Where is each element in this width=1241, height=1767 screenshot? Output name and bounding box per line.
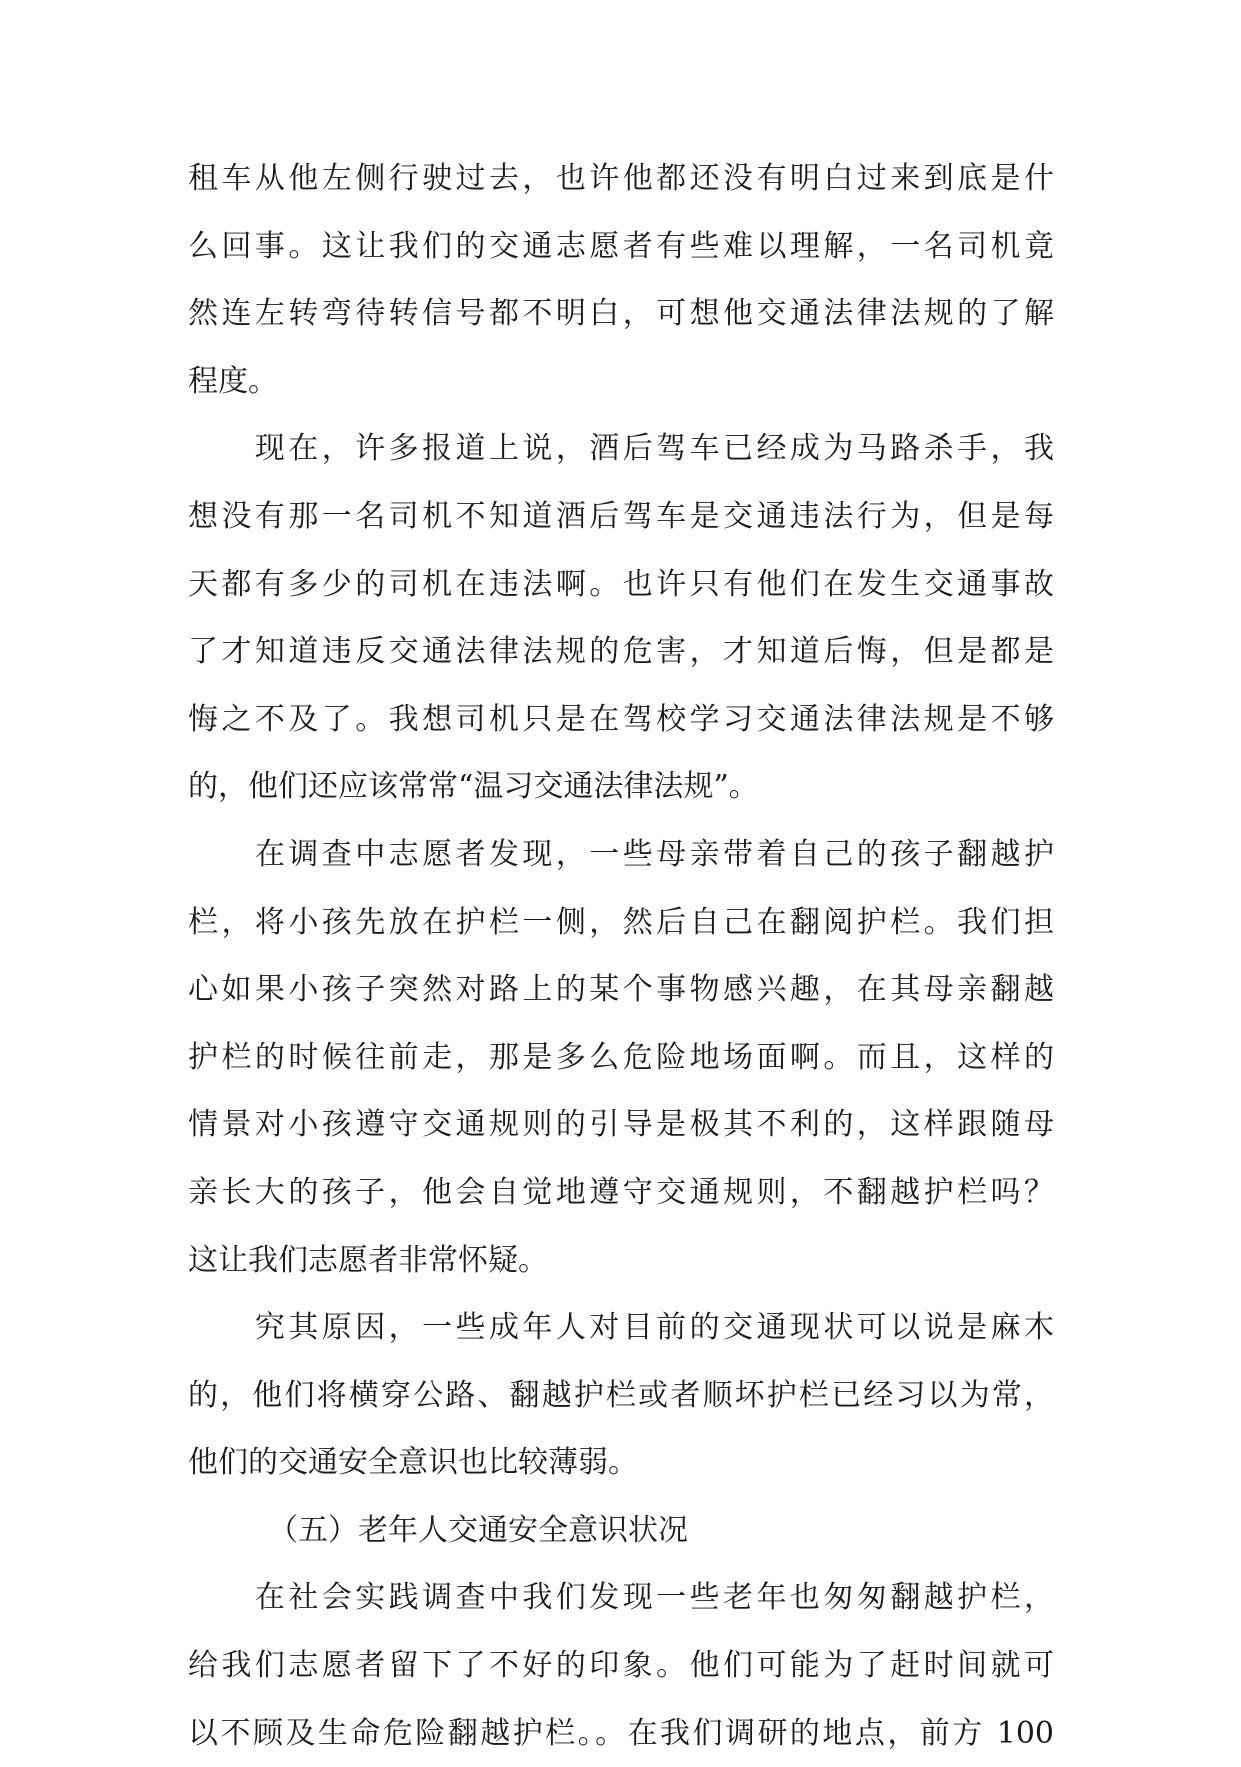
text-line: 情景对小孩遵守交通规则的引导是极其不利的，这样跟随母 xyxy=(188,1107,1054,1143)
text-line: 亲长大的孩子，他会自觉地遵守交通规则，不翻越护栏吗？ xyxy=(188,1174,1054,1210)
text-line: 悔之不及了。我想司机只是在驾校学习交通法律法规是不够 xyxy=(188,701,1054,737)
text-line: 给我们志愿者留下了不好的印象。他们可能为了赶时间就可 xyxy=(188,1648,1054,1684)
text-line: 想没有那一名司机不知道酒后驾车是交通违法行为，但是每 xyxy=(188,498,1054,534)
text-line: 栏，将小孩先放在护栏一侧，然后自己在翻阅护栏。我们担 xyxy=(188,904,1054,940)
section-heading: （五）老年人交通安全意识状况 xyxy=(268,1512,688,1548)
text-line: 的，他们还应该常常“温习交通法律法规”。 xyxy=(188,769,759,805)
text-line: 这让我们志愿者非常怀疑。 xyxy=(188,1242,548,1278)
text-line: 的，他们将横穿公路、翻越护栏或者顺坏护栏已经习以为常， xyxy=(188,1377,1054,1413)
text-line: 在调查中志愿者发现，一些母亲带着自己的孩子翻越护 xyxy=(188,836,1054,872)
text-line: 现在，许多报道上说，酒后驾车已经成为马路杀手，我 xyxy=(188,431,1054,467)
text-line: 以不顾及生命危险翻越护栏。。在我们调研的地点，前方 100 xyxy=(188,1715,1054,1751)
text-line: 然连左转弯待转信号都不明白，可想他交通法律法规的了解 xyxy=(188,296,1054,332)
text-line: 在社会实践调查中我们发现一些老年也匆匆翻越护栏， xyxy=(188,1580,1054,1616)
text-line: 心如果小孩子突然对路上的某个事物感兴趣，在其母亲翻越 xyxy=(188,972,1054,1008)
text-line: 究其原因，一些成年人对目前的交通现状可以说是麻木 xyxy=(188,1310,1054,1346)
text-line: 租车从他左侧行驶过去，也许他都还没有明白过来到底是什 xyxy=(188,161,1054,196)
text-line: 程度。 xyxy=(188,363,278,399)
document-page xyxy=(188,145,1054,1767)
text-line: 他们的交通安全意识也比较薄弱。 xyxy=(188,1445,638,1481)
text-line: 了才知道违反交通法律法规的危害，才知道后悔，但是都是 xyxy=(188,634,1054,670)
text-line: 么回事。这让我们的交通志愿者有些难以理解，一名司机竟 xyxy=(188,228,1054,264)
text-line: 天都有多少的司机在违法啊。也许只有他们在发生交通事故 xyxy=(188,566,1054,602)
text-line: 护栏的时候往前走，那是多么危险地场面啊。而且，这样的 xyxy=(188,1039,1054,1075)
